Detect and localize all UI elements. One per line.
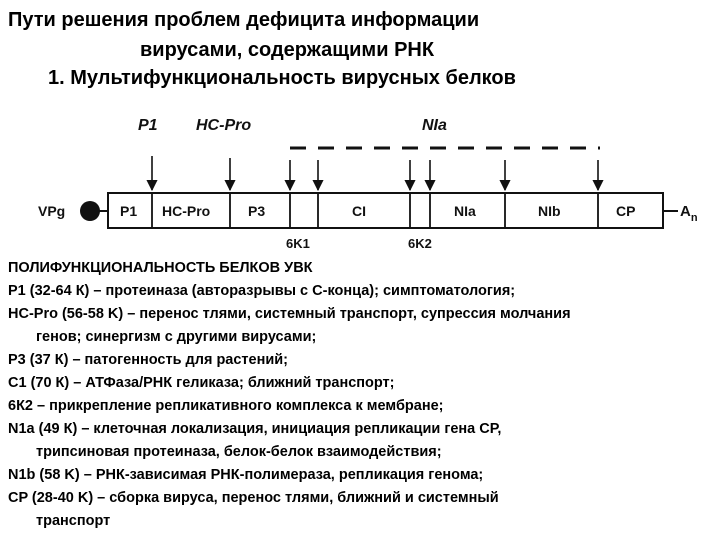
info-line: N1b (58 K) – РНК-зависимая РНК-полимераза, репликация генома; xyxy=(8,467,484,483)
segment-ci: CI xyxy=(352,203,366,219)
segment-nia: NIa xyxy=(454,203,476,219)
info-line: N1a (49 К) – клеточная локализация, инициация репликации гена СР, xyxy=(8,421,502,437)
info-line: транспорт xyxy=(36,513,111,529)
cleavage-arrows xyxy=(152,156,598,190)
label-6k1: 6K1 xyxy=(286,236,310,251)
page-subtitle: 1. Мультифункциональность вирусных белков xyxy=(48,67,516,89)
page-title-line-2: вирусами, содержащими РНК xyxy=(140,39,435,61)
label-6k2: 6K2 xyxy=(408,236,432,251)
segment-p1: P1 xyxy=(120,203,138,219)
vpg-label: VPg xyxy=(38,203,66,219)
protein-functions-text xyxy=(8,257,714,533)
segment-p3: P3 xyxy=(248,203,266,219)
genome-map-diagram xyxy=(0,100,720,260)
info-line: HC-Pro (56-58 K) – перенос тлями, системный транспорт, супрессия молчания xyxy=(8,306,571,322)
top-label-nia: NIa xyxy=(422,117,447,134)
info-line: CP (28-40 K) – сборка вируса, перенос тлями, ближний и системный xyxy=(8,490,499,506)
poly-a-label: $A_n$ xyxy=(680,203,698,224)
info-line: P3 (37 К) – патогенность для растений; xyxy=(8,352,289,368)
segment-hc-pro: HC-Pro xyxy=(162,203,211,219)
info-line: трипсиновая протеиназа, белок-белок взаимодействия; xyxy=(36,444,442,460)
vpg-dot xyxy=(80,201,100,221)
info-line: P1 (32-64 К) – протеиназа (авторазрывы с С-конца); симптоматология; xyxy=(8,283,516,299)
page-title-line-1: Пути решения проблем дефицита информации xyxy=(8,9,480,31)
segment-nib: NIb xyxy=(538,203,561,219)
top-label-p1: P1 xyxy=(138,117,158,134)
info-line: 6К2 – прикрепление репликативного комплекса к мембране; xyxy=(8,398,444,414)
info-line: C1 (70 К) – АТФаза/РНК геликаза; ближний транспорт; xyxy=(8,375,395,391)
info-line: генов; синергизм с другими вирусами; xyxy=(36,329,317,345)
info-heading: ПОЛИФУНКЦИОНАЛЬНОСТЬ БЕЛКОВ УВК xyxy=(8,260,313,276)
segment-cp: CP xyxy=(616,203,636,219)
top-label-hc-pro: HC-Pro xyxy=(196,117,252,134)
